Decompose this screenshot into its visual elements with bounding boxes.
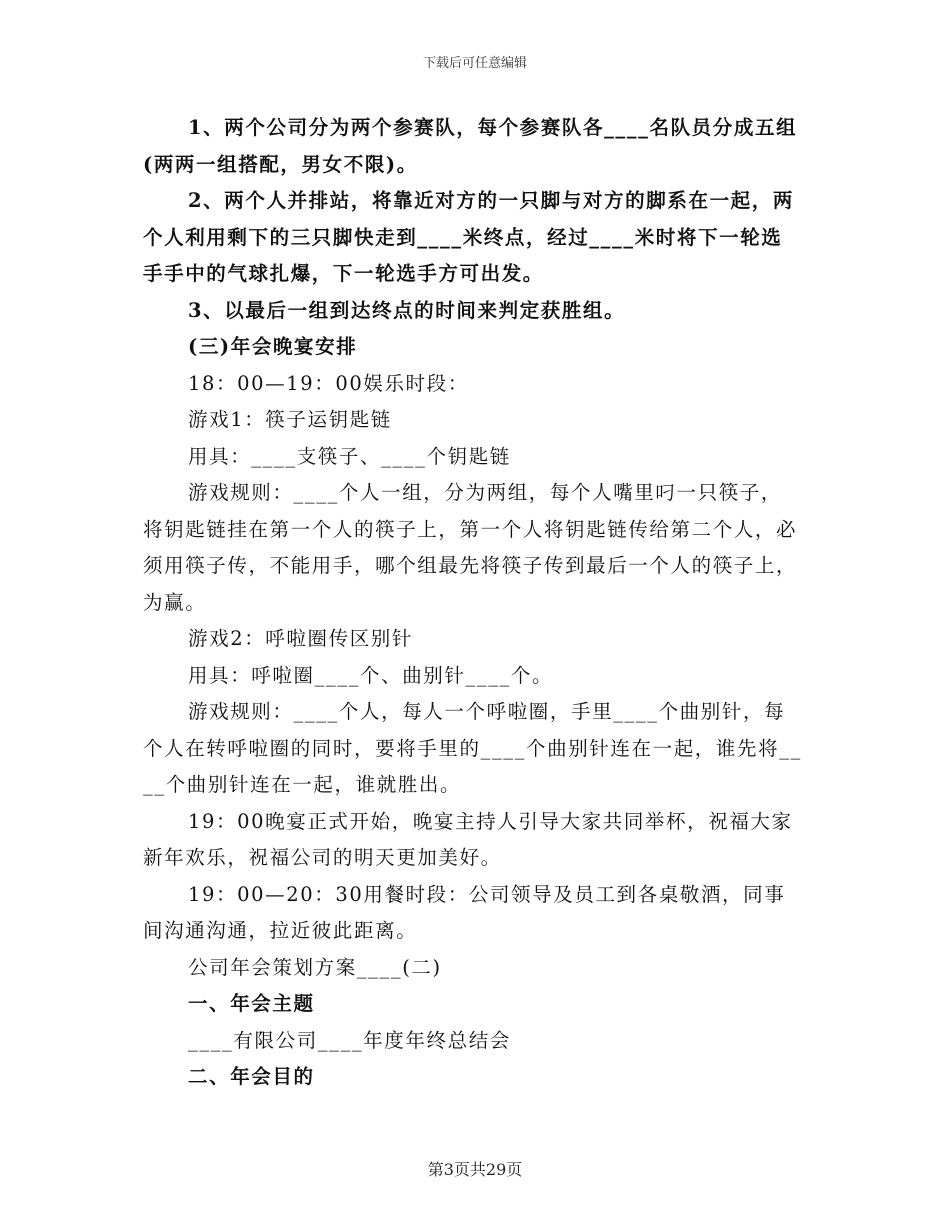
document-body	[143, 110, 803, 1096]
section-heading-banquet: (三)年会晚宴安排	[188, 335, 358, 358]
paragraph-game-1-rules: 游戏规则：____个人一组，分为两组，每个人嘴里叼一只筷子，将钥匙链挂在第一个人的筷子上，第一个人将钥匙链传给第二个人，必须用筷子传，不能用手，哪个组最先将筷子传到最后一个人的筷子上，为赢。	[143, 481, 798, 614]
page-footer: 第3页共29页	[427, 1160, 523, 1179]
paragraph-theme-text: ____有限公司____年度年终总结会	[188, 1028, 511, 1052]
section-heading-purpose: 二、年会目的	[188, 1065, 315, 1088]
paragraph-game-2-rules: 游戏规则：____个人，每人一个呼啦圈，手里____个曲别针，每个人在转呼啦圈的同时，要将手里的____个曲别针连在一起，谁先将____个曲别针连在一起，谁就胜出。	[143, 700, 802, 796]
paragraph-dining-time: 19：00—20：30用餐时段：公司领导及员工到各桌敬酒，同事间沟通沟通，拉近彼此距离。	[143, 882, 786, 942]
paragraph-team-division: 1、两个公司分为两个参赛队，每个参赛队各____名队员分成五组(两两一组搭配，男女不限)。	[143, 116, 798, 176]
paragraph-game-2-tools: 用具：呼啦圈____个、曲别针____个。	[188, 663, 554, 687]
section-heading-theme: 一、年会主题	[188, 992, 315, 1015]
paragraph-plan-2-title: 公司年会策划方案____(二)	[188, 955, 442, 979]
paragraph-banquet-start: 19：00晚宴正式开始，晚宴主持人引导大家共同举杯，祝福大家新年欢乐，祝福公司的明天更加美好。	[143, 809, 793, 869]
paragraph-three-legged-race: 2、两个人并排站，将靠近对方的一只脚与对方的脚系在一起，两个人利用剩下的三只脚快走到____米终点，经过____米时将下一轮选手手中的气球扎爆，下一轮选手方可出发。	[143, 189, 794, 285]
paragraph-game-1-title: 游戏1：筷子运钥匙链	[188, 408, 392, 431]
paragraph-judging: 3、以最后一组到达终点的时间来判定获胜组。	[188, 298, 626, 322]
page-header: 下载后可任意编辑	[422, 56, 527, 71]
paragraph-entertainment-time: 18：00—19：00娱乐时段：	[188, 371, 469, 395]
paragraph-game-1-tools: 用具：____支筷子、____个钥匙链	[188, 444, 511, 468]
paragraph-game-2-title: 游戏2：呼啦圈传区别针	[188, 627, 414, 650]
